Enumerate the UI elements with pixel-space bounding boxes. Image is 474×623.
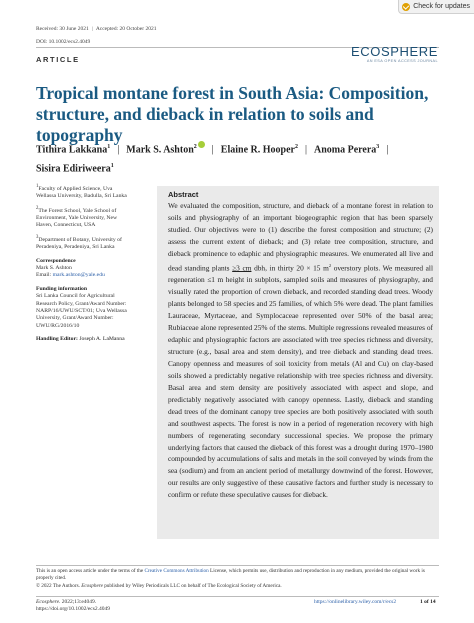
author-affiliation-mark: 2: [193, 144, 197, 150]
article-dates: Received: 30 June 2021 | Accepted: 20 October 2021: [36, 26, 157, 32]
author-affiliation-mark: 3: [376, 144, 380, 150]
author-affiliation-mark: 2: [294, 144, 298, 150]
handling-editor-name: Joseph A. LaManna: [79, 336, 125, 343]
doi-link[interactable]: https://doi.org/10.1002/ecs2.4049: [36, 606, 110, 613]
author-name: Tithira Lakkana: [36, 144, 108, 156]
author-name: Elaine R. Hooper: [220, 144, 295, 156]
article-sidebar: [36, 183, 128, 344]
journal-site-link[interactable]: https://onlinelibrary.wiley.com/r/ecs2: [314, 599, 397, 605]
email-link[interactable]: mark.ashton@yale.edu: [52, 272, 105, 279]
check-for-updates-label: Check for updates: [413, 3, 470, 10]
page-number: 1 of 14: [420, 599, 436, 605]
received-date: Received: 30 June 2021: [36, 26, 89, 32]
journal-logo-tagline: AN ESA OPEN ACCESS JOURNAL: [366, 59, 438, 63]
author-list: Tithira Lakkana$^1$ | Mark S. Ashton$^2$ | Elaine R. Hooper$^2$ | Anoma Perera$^3$ | Sisira Ediriweera$^1$: [36, 139, 446, 178]
affiliation: $^2$The Forest School, Yale School of Environment, Yale University, New Haven, Connecticut, USA: [36, 205, 118, 229]
correspondence-heading: Correspondence: [36, 257, 76, 264]
journal-logo: [351, 44, 438, 63]
funding-heading: Funding information: [36, 285, 88, 292]
author-name: Anoma Perera: [313, 144, 377, 156]
license-divider: [36, 565, 439, 566]
author-affiliation-mark: 1: [107, 144, 111, 150]
correspondence-email: Email: mark.ashton@yale.edu: [36, 272, 105, 279]
abstract-heading: Abstract: [168, 190, 199, 199]
handling-editor: Handling Editor: Joseph A. LaManna: [36, 336, 125, 343]
author-name: Sisira Ediriweera: [36, 163, 111, 175]
abstract-text: We evaluated the composition, structure, and dieback of a montane forest in relation to soils and physiography of an important biogeographic region that has been sparsely studied. Our objectives were to (1) describe the forest composition and structure; (2) assess the current extent of dieback; and (3) relate tree composition, structure, and dieback prominence to edaphic and physiographic measures. We enumerated all live and dead standing plants ≥3 cm dbh, in thirty 20 × 15 $m^2$ overstory plots. We measured all regeneration ≤1 m height in subplots, sampled soils and measures of physiography, and visually rated the proportion of crown dieback, and recorded standing dead trees. Woody plants belonged to 58 species and 25 families, of which 5% were dead. The plant families Lauraceae, Myrtaceae, and Symplocaceae represented over 50% of the basal area; Rubiaceae alone represented 25% of the stems. Multiple regressions revealed measures of edaphic and physiographic factors are associated with tree species richness and diversity, structure (e.g., basal area and stem density), and tree dieback and standing dead trees. Canopy openness and measures of soil toxicity from metals (Al and Cu) on clay-based soils showed a predictably negative relationship with tree species richness and diversity. Basal area and stem density are positively associated with aspect and slope, and predictably negatively associated with canopy openness. Lastly, dieback and standing dead trees of the dominant canopy tree species are both positively associated with south and southwest aspects. The forest is now in a period of regeneration recovery with high numbers of regenerating secondary successional species. We propose the primary underlying factors that caused the dieback of this forest was a drought during 1970–1980 compounded by accumulations of salts and metals in the soil conveyed by winds from the sea (sodium) and from an ancient period of metallurgy downwind of the forest. However, our results are only suggestive of these causative factors and further study is necessary to confirm or refute these speculative causes for dieback.: [168, 201, 433, 500]
license-link[interactable]: Creative Commons Attribution: [144, 568, 209, 574]
license-notice: This is an open access article under the terms of the Creative Commons Attribution License, which permits use, distribution and reproduction in any medium, provided the original work is properly cited. © 2022 The Authors. Ecosphere published by Wiley Periodicals LLC on behalf of The Ecological Society of America.: [36, 568, 425, 589]
check-icon: [402, 3, 410, 11]
article-type-label: ARTICLE: [36, 55, 80, 64]
accepted-date: Accepted: 20 October 2021: [95, 26, 157, 32]
article-doi: DOI: 10.1002/ecs2.4049: [36, 39, 91, 45]
journal-citation: Ecosphere. 2022;13:e4049. https://doi.org/10.1002/ecs2.4049: [36, 599, 110, 613]
correspondence-name: Mark S. Ashton: [36, 264, 72, 271]
article-title: Tropical montane forest in South Asia: Composition, structure, and dieback in relation to soils and topography: [36, 83, 429, 145]
journal-logo-brand: ECOSPHERE: [350, 44, 438, 59]
affiliation: $^3$Department of Botany, University of Peradeniya, Peradeniya, Sri Lanka: [36, 234, 122, 251]
footer-divider: [36, 596, 439, 597]
affiliation: $^1$Faculty of Applied Science, Uva Wellassa University, Badulla, Sri Lanka: [36, 184, 127, 200]
check-for-updates-badge[interactable]: [398, 0, 474, 14]
orcid-icon[interactable]: [198, 141, 205, 148]
author-affiliation-mark: 1: [110, 163, 114, 170]
funding-text: Sri Lanka Council for Agricultural Research Policy, Grant/Award Number: NARP/16/UWU/SCT/01; Uva Wellassa University, Grant/Award Number: UWU/RG/2016/10: [36, 293, 127, 329]
author-name: Mark S. Ashton: [126, 144, 194, 156]
